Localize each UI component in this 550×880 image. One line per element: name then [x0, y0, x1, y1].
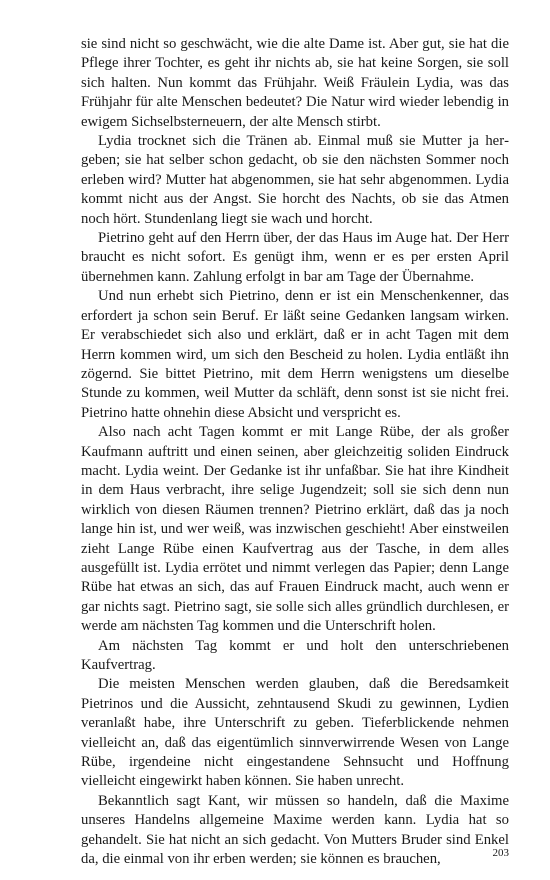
- book-page-body: [81, 35, 509, 869]
- paragraph: Und nun erhebt sich Pietrino, denn er ist ein Menschenkenner, das erfordert ja schon sein Beruf. Er läßt seine Gedanken langsam wirken. Er verabschiedet sich also und erklärt, daß er in acht Tagen mit dem Herrn kommen wird, um sich den Bescheid zu holen. Lydia entläßt ihn zögernd. Sie bittet Pietrino, mit dem Herrn wenigstens um dieselbe Stunde zu kommen, weil Mutter da schläft, denn sonst ist sie nicht frei. Pietrino hatte ohnehin diese Absicht und verspricht es.: [81, 288, 509, 421]
- paragraph: Bekanntlich sagt Kant, wir müssen so handeln, daß die Maxime unseres Handelns allgemeine Maxime werden kann. Lydia hat so gehandelt. Sie hat nicht an sich gedacht. Von Mutters Bruder sind Enkel da, die einmal von ihr erben werden; sie können es brauchen,: [81, 792, 509, 868]
- paragraph: Pietrino geht auf den Herrn über, der das Haus im Auge hat. Der Herr braucht es nicht sofort. Es genügt ihm, wenn er es per ersten April übernehmen kann. Zahlung erfolgt in bar am Tage der Übernahme.: [81, 230, 509, 285]
- paragraph: Lydia trocknet sich die Tränen ab. Einmal muß sie Mutter ja hergeben; sie hat selber schon gedacht, ob sie den nächsten Sommer noch erleben wird? Mutter hat abgenommen, sie hat sehr abgenommen. Lydia kommt nicht aus der Angst. Sie horcht des Nachts, ob sie das Atmen noch hört. Stundenlang liegt sie wach und horcht.: [81, 133, 509, 227]
- paragraph: Also nach acht Tagen kommt er mit Lange Rübe, der als großer Kaufmann auftritt und einen seinen, aber gleichzeitig soliden Eindruck macht. Lydia weint. Der Gedanke ist ihr unfaßbar. Sie hat ihre Kindheit in dem Haus verbracht, ihre selige Jugendzeit; soll sie sich denn nun wirklich von diesen Räumen trennen? Pietrino erklärt, daß das ja noch lange hin ist, und wer weiß, was inzwischen geschieht! Aber einstweilen zieht Lange Rübe einen Kaufvertrag aus der Tasche, in dem alles ausgefüllt ist. Lydia errötet und nimmt verlegen das Papier; denn Lange Rübe hat etwas an sich, das auf Frauen Eindruck macht, auch wenn er gar nichts sagt. Pietrino sagt, sie solle sich alles gründlich durchlesen, er werde am nächsten Tag kommen und die Unterschrift holen.: [81, 424, 509, 635]
- paragraph-continued: sie sind nicht so geschwächt, wie die alte Dame ist. Aber gut, sie hat die Pflege ihrer Tochter, es geht ihr nichts ab, sie hat keine Sorgen, sie soll sich halten. Nun kommt das Frühjahr. Weiß Fräulein Lydia, was das Frühjahr für alte Menschen bedeutet? Die Natur wird wieder lebendig in ewigem Sichselbsterneuern, der alte Mensch stirbt.: [81, 36, 509, 130]
- page-number: 203: [492, 847, 509, 859]
- paragraph: Die meisten Menschen werden glauben, daß die Beredsamkeit Pietrinos und die Aussicht, zehntausend Skudi zu gewinnen, Lydien veranlaßt habe, ihre Unterschrift zu geben. Tieferblickende nehmen vielleicht an, daß das eigentümlich sinnverwirrende Wesen von Lange Rübe, irgendeine nicht eingestandene Sehnsucht und Hoffnung vielleicht eingewirkt haben können. Sie haben unrecht.: [81, 676, 509, 790]
- paragraph: Am nächsten Tag kommt er und holt den unterschriebenen Kaufvertrag.: [81, 637, 509, 673]
